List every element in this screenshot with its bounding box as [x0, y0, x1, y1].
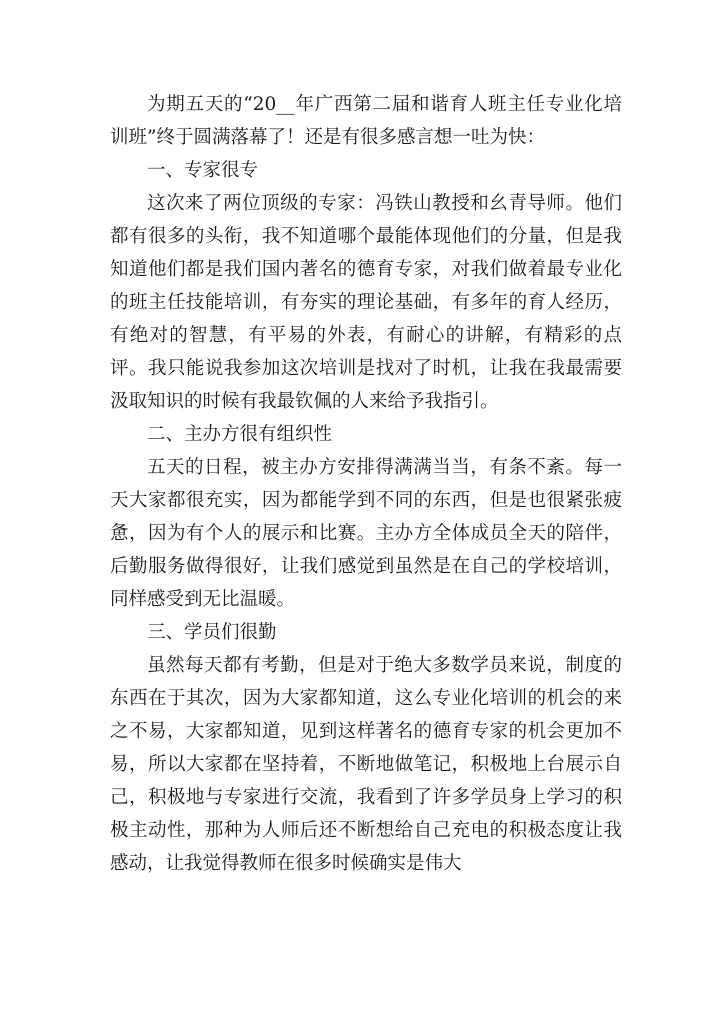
intro-paragraph: 为期五天的“20__年广西第二届和谐育人班主任专业化培训班”终于圆满落幕了！还是有很多感言想一吐为快：	[110, 94, 622, 148]
section-heading-trainees: 三、学员们很勤	[147, 622, 277, 643]
experts-paragraph: 这次来了两位顶级的专家：冯铁山教授和幺青导师。他们都有很多的头衔，我不知道哪个最能体现他们的分量，但是我知道他们都是我们国内著名的德育专家，对我们做着最专业化的班主任技能培训，有夯实的理论基础，有多年的育人经历，有绝对的智慧，有平易的外表，有耐心的讲解，有精彩的点评。我只能说我参加这次培训是找对了时机，让我在我最需要汲取知识的时候有我最钦佩的人来给予我指引。	[110, 193, 622, 412]
section-heading-organizer: 二、主办方很有组织性	[147, 424, 333, 445]
trainees-paragraph: 虽然每天都有考勤，但是对于绝大多数学员来说，制度的东西在于其次，因为大家都知道，这么专业化培训的机会的来之不易，大家都知道，见到这样著名的德育专家的机会更加不易，所以大家都在坚持着，不断地做笔记，积极地上台展示自己，积极地与专家进行交流，我看到了许多学员身上学习的积极主动性，那种为人师后还不断想给自己充电的积极态度让我感动，让我觉得教师在很多时候确实是伟大	[110, 655, 622, 874]
organizer-paragraph: 五天的日程，被主办方安排得满满当当，有条不紊。每一天大家都很充实，因为都能学到不同的东西，但是也很紧张疲惫，因为有个人的展示和比赛。主办方全体成员全天的陪伴，后勤服务做得很好，让我们感觉到虽然是在自己的学校培训，同样感受到无比温暖。	[110, 457, 622, 610]
section-heading-experts: 一、专家很专	[147, 160, 259, 181]
document-body	[110, 88, 622, 880]
